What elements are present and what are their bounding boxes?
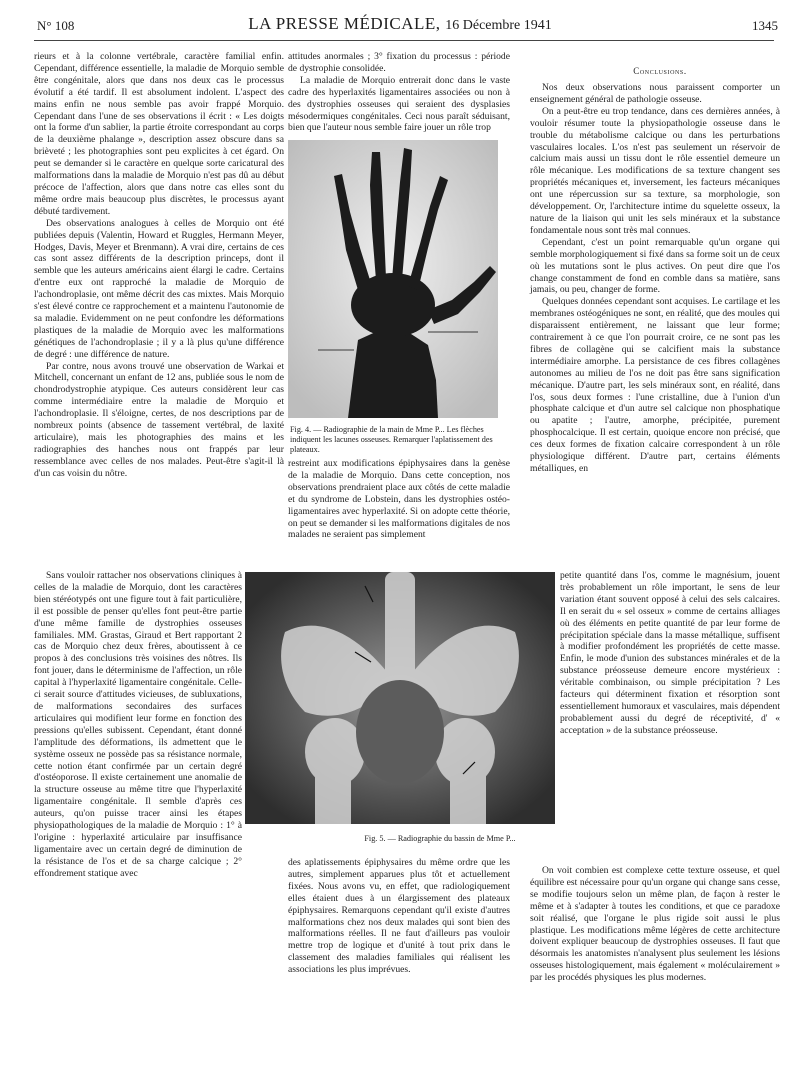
paragraph: Des observations analogues à celles de Morquio ont été publiées depuis (Valentin, Howard et Ruggles, Hermann Meyer, Hodges, Davis, Meyer et Brenmann). A vrai dire, certains de ces cas sont assez différents de la description princeps, dont il semble que les auteurs américains aient élargi le cadre. Certains d'entre eux ont rapproché la maladie de Morquio de l'achondroplasie, ont même décrit des cas mixtes. Mais Morquio s'est élevé contre ce rapprochement et a maintenu l'autonomie de sa maladie. Evidemment on ne peut confondre les déformations plastiques de la maladie de Morquio avec les malformations génétiques de l'achondroplasie ; il y a là plus qu'une différence de degré : une différence de nature.	[34, 217, 284, 360]
journal-name: LA PRESSE MÉDICALE,	[248, 14, 441, 33]
section-heading: Conclusions.	[633, 66, 687, 76]
column-middle-top	[288, 51, 510, 137]
column-left-lower	[34, 570, 242, 879]
column-right	[530, 82, 780, 570]
paragraph: petite quantité dans l'os, comme le magnésium, jouent très probablement un rôle important, le sens de leur variation étant souvent opposé à celui des sels calcaires. Il en serait du « sel osseux » comme de certains alliages où des éléments en petite quantité de par leur forme de précipitation spéciale dans la masse métallique, suffisent à modifier profondément les propriétés de cette masse. Enfin, le mode d'union des substances minérales et de la substance préosseuse demeure encore mystérieux : véritable combinaison, ou simple précipitation ? Les facteurs qui déterminent fixation et résorption sont essentiellement humoraux et vasculaires, mais dépendent probablement aussi du degré de réceptivité, d' « acceptation » de la substance préosseuse.	[560, 570, 780, 736]
figure-5-caption: Fig. 5. — Radiographie du bassin de Mme P...	[364, 834, 516, 843]
figure-hand-radiograph	[288, 140, 498, 418]
paragraph: Par contre, nous avons trouvé une observation de Warkai et Mitchell, concernant un enfant de 12 ans, publiée sous le nom de chondrodystrophie atypique. Ces auteurs considèrent leur cas comme intermédiaire entre la maladie de Morquio et l'achondroplasie. Il s'éloigne, certes, de nos descriptions par de nombreux points (absence de tassement vertébral, de laxité articulaire), mais les photographies des mains et les radiographies des hanches nous ont frappés par leur ressemblance avec celles de nos malades. Peut-être s'agit-il là d'un cas voisin du nôtre.	[34, 360, 284, 479]
page-header	[0, 14, 800, 38]
figure-4-caption: Fig. 4. — Radiographie de la main de Mme P... Les flèches indiquent les lacunes osseuses. Remarquer l'aplatissement des plateaux.	[290, 425, 493, 454]
pelvis-xray-image	[245, 572, 555, 824]
column-right-bottom	[530, 865, 780, 1049]
paragraph: attitudes anormales ; 3° fixation du processus : période de dystrophie consolidée.	[288, 51, 510, 74]
paragraph: Quelques données cependant sont acquises. Le cartilage et les membranes ostéogéniques ne sont, en réalité, que des moules qui disparaissent entièrement, ne laissant que leur forme; contrairement à ce que l'on pourrait croire, ce ne sont pas les fibres de collagène qui se calcifient mais la substance intermédiaire amorphe. La persistance de ces fibres collagènes autonomes au milieu de l'os ne doit pas être sans signification mécanique. D'autre part, les sels minéraux sont, en réalité, dans l'os, sous deux formes : l'une cristalline, due à l'union d'un phosphate calcique et d'un autre sel calcique non phosphatique ou apatite ; l'autre, amorphe, précipitée, purement phosphocalcique. Il est certain, quoique encore non précisé, que ces deux formes de fixation calcaire correspondent à un rôle physiologique différent. D'autre part, certains éléments métalliques, en	[530, 296, 780, 474]
hand-xray-image	[288, 140, 498, 418]
paragraph: des aplatissements épiphysaires du même ordre que les autres, simplement apparues plus tôt et actuellement fixées. Nous avons vu, en effet, que radiologiquement elles étaient dues à un élargissement des plateaux épiphysaires. Remarquons cependant qu'il existe d'autres malformations chez nos deux malades qui sont bien des malformations réelles. Il ne faut d'ailleurs pas vouloir mettre trop de logique et d'unité à tout prix dans le classement des maladies familiales qui réalisent les associations les plus imprévues.	[288, 857, 510, 976]
paragraph: Cependant, c'est un point remarquable qu'un organe qui semble morphologiquement si fixé dans sa forme soit un de ceux où les mutations sont le plus actives. On peut dire que l'os change constamment de fond en comble dans sa matière, sans jamais, ou peu, changer de forme.	[530, 236, 780, 296]
column-right-narrow	[560, 570, 780, 862]
column-middle-bottom	[288, 857, 510, 1049]
paragraph: rieurs et à la colonne vertébrale, caractère familial enfin. Cependant, différence essentielle, la maladie de Morquio semble être congénitale, alors que dans nos deux cas le processus évolutif a été tardif. Il est absolument indolent. L'aspect des mains enfin ne nous semble pas avoir frappé Morquio. Cependant dans l'une de ses observations il écrit : « Les doigts ont la forme d'un sablier, la partie étroite correspondant au corps de la deuxième phalange », description assez obscure dans sa brièveté ; les photographies sont peu explicites à cet égard. On peut se demander si le caractère en quelque sorte caricatural des malformations dans la maladie de Morquio n'est pas dû au début précoce de l'affection, alors que dans notre cas elles sont du même ordre mais beaucoup plus discrètes, le processus ayant débuté tardivement.	[34, 51, 284, 217]
issue-date: 16 Décembre 1941	[445, 18, 552, 33]
column-left	[34, 51, 284, 569]
paragraph: Nos deux observations nous paraissent comporter un enseignement général de pathologie osseuse.	[530, 82, 780, 105]
figure-pelvis-radiograph	[245, 572, 555, 824]
paragraph: La maladie de Morquio entrerait donc dans le vaste cadre des hyperlaxités ligamentaires associées ou non à des dystrophies osseuses qui seraient des dysplasies mésodermiques congénitales. Ceci nous paraît séduisant, bien que l'auteur nous semble faire jouer un rôle trop	[288, 74, 510, 134]
paragraph: restreint aux modifications épiphysaires dans la genèse de la maladie de Morquio. Dans cette conception, nos observations prendraient place aux côtés de cette maladie et du syndrome de Lobstein, dans les dystrophies ostéo-ligamentaires avec hyperlaxité. Si on adopte cette théorie, on peut se demander si les malformations digitales de nos malades ne seraient pas simplement	[288, 458, 510, 541]
paragraph: On a peut-être eu trop tendance, dans ces dernières années, à vouloir résumer toute la physiopathologie osseuse dans le trouble du métabolisme calcique ou dans les perturbations vasculaires locales. L'os n'est pas seulement un réservoir de calcium mais aussi un tissu dont le rôle essentiel demeure un rôle mécanique. Les modifications de sa texture changent ses propriétés mécaniques et, inversement, les facteurs mécaniques ont une répercussion sur sa texture, sa morphologie, son développement. Or, l'architecture intime du squelette osseux, la nature de la liaison qui unit les sels minéraux et la substance fondamentale nous sont très mal connues.	[530, 105, 780, 236]
issue-number: N° 108	[37, 18, 75, 33]
paragraph: On voit combien est complexe cette texture osseuse, et quel équilibre est nécessaire pour qu'un organe qui change sans cesse, se modifie toujours selon un même plan, de façon à rester le même et à s'adapter à toutes les conditions, et que ce paradoxe soit réalisé, que l'organe le plus rigide soit aussi le plus plastique. Les modifications même légères de cette architecture doivent expliquer beaucoup de dystrophies osseuses. Il faut que désormais les anatomistes n'analysent plus seulement les lésions osseuses histologiquement, mais également « moléculairement » par les procédés physiques les plus modernes.	[530, 865, 780, 984]
header-rule	[34, 40, 774, 41]
page-number: 1345	[752, 18, 778, 33]
paragraph: Sans vouloir rattacher nos observations cliniques à celles de la maladie de Morquio, dont les caractères bien stéréotypés ont une figure tout à fait particulière, il est possible de penser qu'elles font peut-être partie d'une même famille de dystrophies osseuses familiales. MM. Grastas, Giraud et Bert rapportant 2 cas de Morquio chez deux frères, aboutissent à ce propos à des conclusions très voisines des nôtres. Ils font jouer, dans le déterminisme de l'affection, un rôle capital à l'hyperlaxité ligamentaire congénitale. Celle-ci serait source d'attitudes vicieuses, de subluxations, de malformations secondaires des surfaces articulaires qui modifient leur forme en fonction des pressions qu'elles subissent. Cependant, étant donné l'amplitude des déformations, ils admettent que le système osseux ne possède pas sa résistance normale, cette notion étant confirmée par un certain degré d'ostéoporose. Il existe certainement une anomalie de la structure osseuse au même titre que l'hyperlaxité ligamentaire congénitale. Il semble d'après ces auteurs, qu'on puisse tracer ainsi les étapes physiopathologiques de la maladie de Morquio : 1° à l'origine : hyperlaxité articulaire par insuffisance ligamentaire avec un certain degré de diminution de la résistance de l'os et de sa charge calcique ; 2° effondrement statique avec	[34, 570, 242, 879]
journal-title	[0, 14, 800, 34]
column-middle-mid	[288, 458, 510, 566]
